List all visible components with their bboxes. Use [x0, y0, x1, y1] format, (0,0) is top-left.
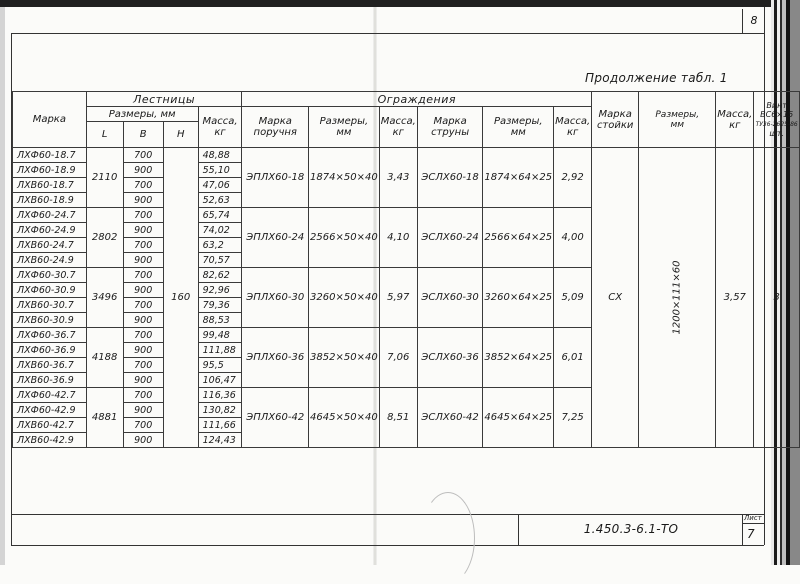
- struna-size: 3260×64×25: [483, 268, 554, 328]
- ladder-marka: ЛХФ60-24.7: [13, 208, 87, 223]
- ladder-massa: 88,53: [198, 313, 242, 328]
- ladder-massa: 70,57: [198, 253, 242, 268]
- col-razmery-poruchnya: Размеры, мм: [309, 107, 380, 148]
- ladder-B: 700: [123, 148, 163, 163]
- ladder-marka: ЛХФ60-30.9: [13, 283, 87, 298]
- ladder-massa: 74,02: [198, 223, 242, 238]
- ladder-marka: ЛХВ60-30.7: [13, 298, 87, 313]
- struna-marka: ЭСЛХ60-36: [417, 328, 483, 388]
- ladder-B: 700: [123, 358, 163, 373]
- poruchen-size: 2566×50×40: [309, 208, 380, 268]
- ladder-L: 4881: [86, 388, 123, 448]
- col-H: Н: [163, 122, 198, 148]
- poruchen-size: 1874×50×40: [309, 148, 380, 208]
- struna-size: 4645×64×25: [483, 388, 554, 448]
- struna-size: 3852×64×25: [483, 328, 554, 388]
- ladder-marka: ЛХВ60-42.7: [13, 418, 87, 433]
- stoyka-mass: 3,57: [716, 148, 754, 448]
- col-marka-poruchnya: Марка поручня: [242, 107, 309, 148]
- sheet-label: Лист: [744, 514, 762, 522]
- poruchen-mass: 8,51: [379, 388, 417, 448]
- ladder-marka: ЛХВ60-18.9: [13, 193, 87, 208]
- ladder-marka: ЛХВ60-36.7: [13, 358, 87, 373]
- poruchen-marka: ЭПЛХ60-30: [242, 268, 309, 328]
- ladder-B: 900: [123, 163, 163, 178]
- struna-mass: 6,01: [554, 328, 592, 388]
- ladder-massa: 130,82: [198, 403, 242, 418]
- ladder-B: 700: [123, 388, 163, 403]
- struna-mass: 2,92: [554, 148, 592, 208]
- ladder-B: 700: [123, 298, 163, 313]
- col-massa-struny: Масса, кг: [554, 107, 592, 148]
- scan-top-edge: [0, 0, 800, 7]
- col-vint: Винт ВС6×15 ТУ36-2625-86 шт.: [754, 92, 800, 148]
- ladder-massa: 82,62: [198, 268, 242, 283]
- col-marka-struny: Марка струны: [417, 107, 483, 148]
- col-razmery-struny: Размеры, мм: [483, 107, 554, 148]
- ladder-massa: 116,36: [198, 388, 242, 403]
- table-row: [13, 148, 800, 163]
- ladder-massa: 95,5: [198, 358, 242, 373]
- ladder-massa: 48,88: [198, 148, 242, 163]
- struna-marka: ЭСЛХ60-30: [417, 268, 483, 328]
- ladder-massa: 47,06: [198, 178, 242, 193]
- scan-left-edge: [0, 7, 5, 565]
- poruchen-mass: 7,06: [379, 328, 417, 388]
- ladder-L: 2110: [86, 148, 123, 208]
- poruchen-mass: 4,10: [379, 208, 417, 268]
- ladder-massa: 111,66: [198, 418, 242, 433]
- table-continuation-title: Продолжение табл. 1: [585, 71, 728, 85]
- ladder-B: 900: [123, 373, 163, 388]
- stoyka-size-text: 1200×111×60: [671, 260, 683, 335]
- ladder-B: 700: [123, 418, 163, 433]
- ladder-L: 4188: [86, 328, 123, 388]
- ladder-marka: ЛХФ60-42.7: [13, 388, 87, 403]
- specification-table: [12, 91, 800, 448]
- col-massa-ladder: Масса, кг: [198, 107, 242, 148]
- poruchen-marka: ЭПЛХ60-24: [242, 208, 309, 268]
- col-marka: Марка: [13, 92, 87, 148]
- ladder-massa: 79,36: [198, 298, 242, 313]
- ladder-marka: ЛХВ60-18.7: [13, 178, 87, 193]
- sheet-number-top: 8: [742, 9, 765, 34]
- poruchen-size: 3852×50×40: [309, 328, 380, 388]
- struna-marka: ЭСЛХ60-42: [417, 388, 483, 448]
- ladder-B: 700: [123, 238, 163, 253]
- sheet-box-divider: [742, 523, 764, 524]
- struna-size: 1874×64×25: [483, 148, 554, 208]
- poruchen-marka: ЭПЛХ60-18: [242, 148, 309, 208]
- ladder-B: 700: [123, 328, 163, 343]
- ladder-B: 900: [123, 253, 163, 268]
- struna-size: 2566×64×25: [483, 208, 554, 268]
- page-curl-shadow: [421, 492, 475, 584]
- ladder-marka: ЛХФ60-24.9: [13, 223, 87, 238]
- col-razmery-stoyki: Размеры, мм: [639, 92, 716, 148]
- poruchen-mass: 5,97: [379, 268, 417, 328]
- frame-top: [11, 33, 742, 34]
- ladder-marka: ЛХФ60-18.9: [13, 163, 87, 178]
- vint-count: 3: [754, 148, 800, 448]
- group-ladders: Лестницы: [86, 92, 242, 107]
- ladder-L: 2802: [86, 208, 123, 268]
- struna-mass: 4,00: [554, 208, 592, 268]
- ladder-marka: ЛХВ60-36.9: [13, 373, 87, 388]
- struna-mass: 5,09: [554, 268, 592, 328]
- col-razmery-ladders: Размеры, мм: [86, 107, 198, 122]
- col-massa-poruchnya: Масса, кг: [379, 107, 417, 148]
- ladder-massa: 65,74: [198, 208, 242, 223]
- ladder-massa: 52,63: [198, 193, 242, 208]
- ladder-marka: ЛХФ60-30.7: [13, 268, 87, 283]
- ladder-massa: 99,48: [198, 328, 242, 343]
- ladder-B: 900: [123, 313, 163, 328]
- ladder-marka: ЛХФ60-42.9: [13, 403, 87, 418]
- col-L: L: [86, 122, 123, 148]
- struna-mass: 7,25: [554, 388, 592, 448]
- poruchen-size: 4645×50×40: [309, 388, 380, 448]
- ladder-massa: 92,96: [198, 283, 242, 298]
- struna-marka: ЭСЛХ60-18: [417, 148, 483, 208]
- struna-marka: ЭСЛХ60-24: [417, 208, 483, 268]
- col-marka-stoyki: Марка стойки: [592, 92, 639, 148]
- ladder-B: 900: [123, 433, 163, 448]
- poruchen-marka: ЭПЛХ60-36: [242, 328, 309, 388]
- ladder-B: 900: [123, 193, 163, 208]
- stoyka-marka: СХ: [592, 148, 639, 448]
- ladder-massa: 106,47: [198, 373, 242, 388]
- ladder-marka: ЛХВ60-42.9: [13, 433, 87, 448]
- ladder-marka: ЛХФ60-18.7: [13, 148, 87, 163]
- poruchen-size: 3260×50×40: [309, 268, 380, 328]
- col-B: В: [123, 122, 163, 148]
- ladder-marka: ЛХФ60-36.9: [13, 343, 87, 358]
- group-fencing: Ограждения: [242, 92, 592, 107]
- ladder-L: 3496: [86, 268, 123, 328]
- ladder-massa: 111,88: [198, 343, 242, 358]
- ladder-massa: 124,43: [198, 433, 242, 448]
- ladder-B: 700: [123, 208, 163, 223]
- ladder-B: 900: [123, 223, 163, 238]
- frame-bottom: [11, 545, 764, 546]
- stoyka-size: [639, 148, 716, 448]
- poruchen-marka: ЭПЛХ60-42: [242, 388, 309, 448]
- ladder-marka: ЛХВ60-24.9: [13, 253, 87, 268]
- poruchen-mass: 3,43: [379, 148, 417, 208]
- ladder-marka: ЛХВ60-30.9: [13, 313, 87, 328]
- sheet-number: 7: [747, 527, 755, 541]
- ladder-B: 900: [123, 403, 163, 418]
- ladder-B: 700: [123, 268, 163, 283]
- col-massa-stoyki: Масса, кг: [716, 92, 754, 148]
- ladder-B: 700: [123, 178, 163, 193]
- ladder-marka: ЛХВ60-24.7: [13, 238, 87, 253]
- document-code: 1.450.3-6.1-ТО: [518, 514, 743, 545]
- ladder-B: 900: [123, 343, 163, 358]
- ladder-H: 160: [163, 148, 198, 448]
- ladder-massa: 55,10: [198, 163, 242, 178]
- ladder-massa: 63,2: [198, 238, 242, 253]
- ladder-B: 900: [123, 283, 163, 298]
- ladder-marka: ЛХФ60-36.7: [13, 328, 87, 343]
